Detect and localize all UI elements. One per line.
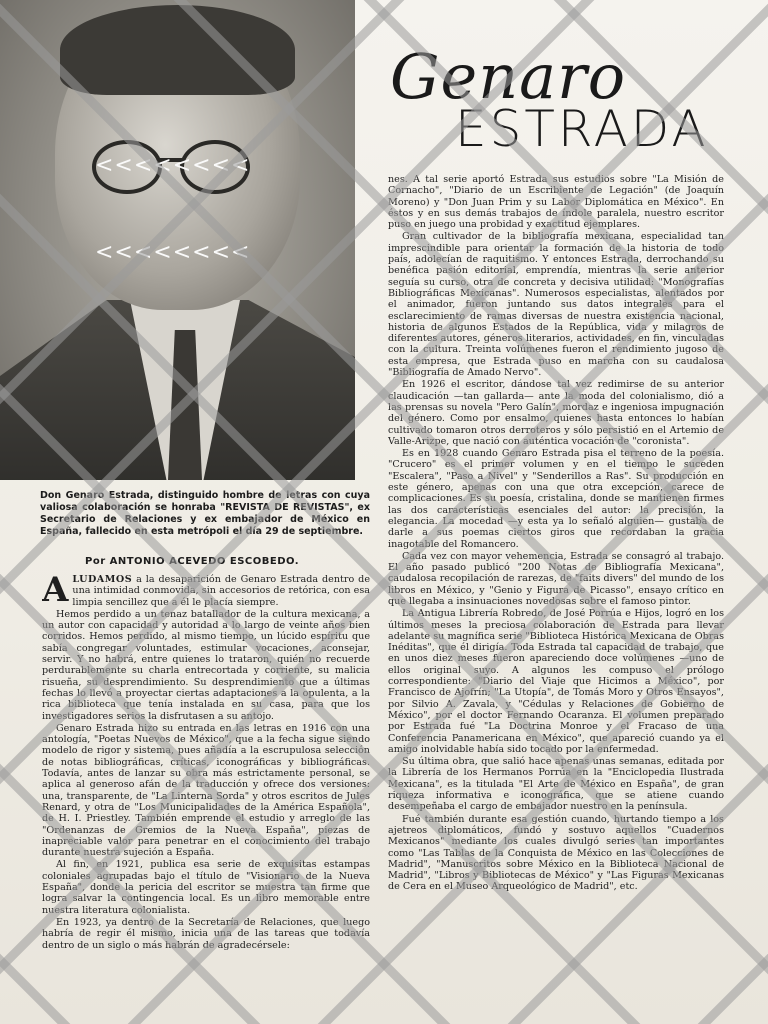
paragraph: En 1923, ya dentro de la Secretaría de Relaciones, que luego habría de regir él mismo, inicia una de las tareas que todavía dentro de un siglo o más habrán de agradecérsele: [42,916,370,951]
paragraph: Su última obra, que salió hace apenas unas semanas, editada por la Librería de los Hermanos Porrúa en la "Enciclopedia Ilustrada Mexicana", es la titulada "El Arte de México en España", de gran riqueza informativa e iconográfica, que se atiene cuando desempeñaba el cargo de embajador nuestro en la península. [388,756,724,813]
paragraph: Al fin, en 1921, publica esa serie de exquisitas estampas coloniales agrupadas bajo el título de "Visionario de la Nueva España", donde la pericia del escritor se muestra tan firme que logra salvar la contingencia local. Es un libro memorable entre nuestra literatura colonialista. [42,859,370,916]
paragraph: Gran cultivador de la bibliografía mexicana, especialidad tan imprescindible para orientar la formación de la historia de todo país, adolecían de raquitismo. Y entonces Estrada, derrochando su benéfica pasión editorial, emprendía, mientras la serie anterior seguía su curso, otra de concreta y decisiva utilidad: "Monografías Bibliográficas Mexicanas". Numerosos especialistas, alentados por el animador, fueron juntando sus datos integrales para el esclarecimiento de ramas diversas de nuestra existencia nacional, historia de algunos Estados de la República, vida y milagros de diferentes autores, géneros literarios, actividades, en fin, vinculadas con la cultura. Treinta volúmenes fueron el rendimiento jugoso de esta empresa, que Estrada puso en marcha con su caudalosa "Bibliografía de Amado Nervo". [388,231,724,379]
arrow-mark-row-1: <<<<<<<< [95,153,251,178]
paragraph: Hemos perdido a un tenaz batallador de la cultura mexicana, a un autor con capacidad y autoridad a lo largo de veinte años bien corridos. Hemos perdido, al mismo tiempo, un lúcido espíritu que sabía congregar voluntades, estimular vocaciones, aconsejar, servir. Y no habrá, entre quienes lo trataron, quién no recuerde perdurablemente su charla entrecortada y corriente, su malicia risueña, su desprendimiento. Su desprendimiento que a últimas fechas lo llevó a proyectar ciertas adaptaciones a la opulenta, a la rica biblioteca que tenía instalada en su casa, para que los investigadores serios la disfrutasen a su antojo. [42,608,370,722]
left-column [42,574,370,1024]
paragraph: Genaro Estrada hizo su entrada en las letras en 1916 con una antología, "Poetas Nuevos de México", que a la fecha sigue siendo modelo de rigor y sistema, pues añadía a la escrupulosa selección de notas bibliográficas, críticas, iconográficas y bibliográficas. Todavía, antes de lanzar su obra más estrictamente personal, se aplica al generoso afán de la traducción y ofrece dos versiones: una, transparente, de "La Linterna Sorda" y otros escritos de Jules Renard, y otra de "Los Municipalidades de la América Española", de H. I. Priestley. También emprende el estudio y arreglo de las "Ordenanzas de Gremios de la Nueva España", piezas de inapreciable valor para penetrar en el conocimiento del trabajo durante nuestra sujeción a España. [42,722,370,859]
paragraph: Fué también durante esa gestión cuando, hurtando tiempo a los ajetreos diplomáticos, fundó y sostuvo aquellos "Cuadernos Mexicanos" mediante los cuales divulgó series tan importantes como "Las Tablas de la Conquista de México en las Colecciones de Madrid", "Manuscritos sobre México en la Biblioteca Nacional de Madrid", "Libros y Bibliotecas de México" y "Las Figuras Mexicanas de Cera en el Museo Arqueológico de Madrid", etc. [388,813,724,893]
paragraph: En 1926 el escritor, dándose tal vez redimirse de su anterior claudicación —tan gallarda— ante la moda del colonialismo, dió a las prensas su novela "Pero Galín", mordaz e ingeniosa impugnación del género. Como por ensalmo, quienes hasta entonces lo habían cultivado tomaron otros derroteros y sólo persistió en el Artemio de Valle-Arizpe, que nació con auténtica vocación de "coronista". [388,379,724,447]
paragraph: Es en 1928 cuando Genaro Estrada pisa el terreno de la poesía. "Crucero" es el primer volumen y en el tiempo le suceden "Escalera", "Paso a Nivel" y "Senderillos a Ras". Su producción en este género, apenas con una que otra excepción, carece de complicaciones. Es su poesía, cristalina, donde se mantienen firmes las dos características esenciales del autor: la precisión, la elegancia. La mocedad —y esta ya lo señaló alguien— gustaba de darle a sus poemas ciertos giros que recordaban la gracia inagotable del Romancero. [388,448,724,550]
title-last-name: ESTRADA [455,100,709,158]
paragraph: Cada vez con mayor vehemencia, Estrada se consagró al trabajo. El año pasado publicó "200 Notas de Bibliografía Mexicana", caudalosa recopilación de rarezas, de "faits divers" del mundo de los libros en México, y "Genio y Figura de Picasso", ensayo crítico en que llegaba a insinuaciones novedosas sobre el famoso pintor. [388,550,724,607]
photo-caption: Don Genaro Estrada, distinguido hombre de letras con cuya valiosa colaboración se honraba "REVISTA DE REVISTAS", ex Secretario de Relaciones y ex embajador de México en España, fallecido en esta metrópoli el día 29 de septiembre. [40,490,370,537]
paragraph: nes. A tal serie aportó Estrada sus estudios sobre "La Misión de Cornacho", "Diario de un Escribiente de Legación" (de Joaquín Moreno) y "Don Juan Prim y su Labor Diplomática en México". En éstos y en sus demás trabajos de índole paralela, nuestro escritor puso en juego una probidad y exactitud ejemplares. [388,174,724,231]
drop-cap: A [42,574,69,610]
portrait-photo [0,0,355,480]
paragraph-text: a la desaparición de Genaro Estrada dentro de una intimidad conmovida, sin accesorios de retórica, con esa limpia sencillez que a él le placía siempre. [72,574,370,608]
arrow-mark-row-2: <<<<<<<< [95,240,251,265]
title-first-name: Genaro [390,40,627,113]
right-column [388,174,724,1014]
lead-word: LUDAMOS [72,574,133,585]
paragraph: La Antigua Librería Robredo, de José Porrúa e Hijos, logró en los últimos meses la preciosa colaboración de Estrada para llevar adelante su magnífica serie "Biblioteca Histórica Mexicana de Obras Inéditas", que él dirigía. Toda Estrada tal capacidad de trabajo, que en unos diez meses fueron apareciendo doce volúmenes —uno de ellos original suyo. A algunos les compuso el prólogo correspondiente: "Diario del Viaje que Hicimos a México", por Francisco de Ajofrín; "La Utopía", de Tomás Moro y Otros Ensayos", por Silvio A. Zavala, y "Cédulas y Relaciones de Gobierno de México", por el doctor Fernando Ocaranza. El volumen preparado por Estrada fué "La Doctrina Monroe y el Fracaso de una Conferencia Panamericana en México", que apareció cuando ya el amigo inolvidable había sido tocado por la enfermedad. [388,608,724,755]
portrait-hair [60,5,295,95]
paragraph [42,574,370,608]
byline: Por ANTONIO ACEVEDO ESCOBEDO. [85,556,300,567]
